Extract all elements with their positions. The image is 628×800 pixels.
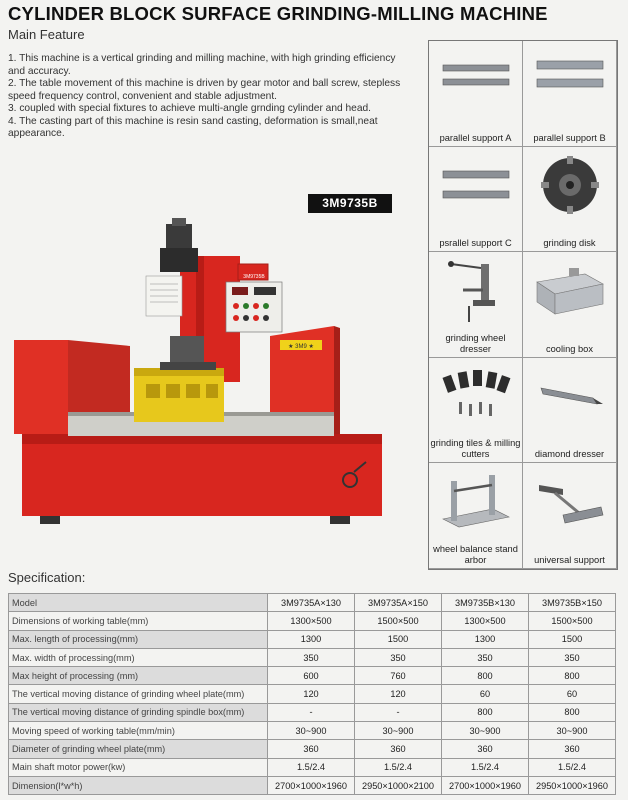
spec-value-cell: 30~900 <box>442 722 529 740</box>
spec-value-cell: 2700×1000×1960 <box>268 776 355 794</box>
tiles-cutters-icon <box>429 358 523 434</box>
accessory-label: grinding wheel dresser <box>445 332 506 354</box>
spec-label-cell: Moving speed of working table(mm/min) <box>9 722 268 740</box>
wheel-dresser-icon <box>429 252 523 328</box>
spec-value-cell: 350 <box>355 648 442 666</box>
spec-value-cell: 350 <box>529 648 616 666</box>
warning-sign-label: ★ 3M9 ★ <box>288 344 314 350</box>
spec-value-cell: 2950×1000×2100 <box>355 776 442 794</box>
spec-value-cell: 1.5/2.4 <box>442 758 529 776</box>
accessory-cell <box>523 147 617 253</box>
panel-sign-label: 3M9735B <box>243 274 265 280</box>
feature-list <box>8 53 413 141</box>
spec-value-cell: 3M9735A×150 <box>355 594 442 612</box>
parallel-bars-icon <box>429 147 523 223</box>
feature-item: 2. The table movement of this machine is driven by gear motor and ball screw, stepless speed frequency control, convenient and stable adjustment. <box>8 78 401 102</box>
spec-value-cell: 1.5/2.4 <box>268 758 355 776</box>
accessory-cell <box>523 41 617 147</box>
feature-item: 4. The casting part of this machine is resin sand casting, deformation is small,neat appearance. <box>8 115 378 139</box>
specification-heading: Specification: <box>8 570 86 585</box>
spec-value-cell: 60 <box>529 685 616 703</box>
feature-item: 1. This machine is a vertical grinding and milling machine, with high grinding efficiency and accuracy. <box>8 53 396 77</box>
spec-row <box>9 722 616 740</box>
accessory-label: universal support <box>534 554 605 565</box>
accessory-label: parallel support B <box>533 132 606 143</box>
spec-label-cell: Main shaft motor power(kw) <box>9 758 268 776</box>
spec-row <box>9 612 616 630</box>
accessory-cell <box>429 358 523 464</box>
spec-label-cell: Model <box>9 594 268 612</box>
machine-illustration <box>10 216 420 526</box>
spec-value-cell: 3M9735B×130 <box>442 594 529 612</box>
accessory-label: psrallel support C <box>439 238 512 249</box>
spec-value-cell: 1500 <box>529 630 616 648</box>
accessory-label: cooling box <box>545 343 594 354</box>
accessory-label: grinding tiles & milling cutters <box>430 438 521 460</box>
spec-value-cell: 1300×500 <box>268 612 355 630</box>
spec-row <box>9 740 616 758</box>
spec-value-cell: 800 <box>442 667 529 685</box>
spec-value-cell: 120 <box>355 685 442 703</box>
parallel-bars-icon <box>523 41 617 117</box>
specification-table <box>8 593 616 795</box>
spec-row <box>9 758 616 776</box>
spec-value-cell: 1.5/2.4 <box>355 758 442 776</box>
spec-value-cell: 1300 <box>442 630 529 648</box>
accessory-label: grinding disk <box>543 238 596 249</box>
spec-value-cell: 2950×1000×1960 <box>529 776 616 794</box>
spec-label-cell: Max height of processing (mm) <box>9 667 268 685</box>
spec-value-cell: 1500×500 <box>529 612 616 630</box>
spec-value-cell: 60 <box>442 685 529 703</box>
spec-value-cell: 350 <box>268 648 355 666</box>
accessory-cell <box>523 463 617 569</box>
spec-row <box>9 594 616 612</box>
spec-label-cell: Max. length of processing(mm) <box>9 630 268 648</box>
universal-support-icon <box>523 463 617 539</box>
spec-value-cell: 3M9735A×130 <box>268 594 355 612</box>
spec-row <box>9 667 616 685</box>
spec-value-cell: 30~900 <box>355 722 442 740</box>
spec-value-cell: 360 <box>442 740 529 758</box>
spec-label-cell: The vertical moving distance of grinding spindle box(mm) <box>9 703 268 721</box>
spec-row <box>9 703 616 721</box>
diamond-dresser-icon <box>523 358 617 434</box>
spec-row <box>9 776 616 794</box>
spec-value-cell: 760 <box>355 667 442 685</box>
parallel-bars-icon <box>429 41 523 117</box>
spec-value-cell: 600 <box>268 667 355 685</box>
cooling-box-icon <box>523 252 617 328</box>
spec-value-cell: 1300 <box>268 630 355 648</box>
spec-label-cell: The vertical moving distance of grinding wheel plate(mm) <box>9 685 268 703</box>
grinding-disk-icon <box>523 147 617 223</box>
spec-value-cell: 800 <box>529 667 616 685</box>
spec-value-cell: 350 <box>442 648 529 666</box>
spec-value-cell: 2700×1000×1960 <box>442 776 529 794</box>
spec-value-cell: 1500×500 <box>355 612 442 630</box>
accessory-cell <box>523 358 617 464</box>
spec-row <box>9 630 616 648</box>
spec-value-cell: 30~900 <box>529 722 616 740</box>
spec-label-cell: Dimension(l*w*h) <box>9 776 268 794</box>
spec-value-cell: 3M9735B×150 <box>529 594 616 612</box>
machine-base <box>22 434 382 516</box>
spec-row <box>9 648 616 666</box>
accessory-cell <box>429 41 523 147</box>
accessory-label: diamond dresser <box>534 449 605 460</box>
spec-value-cell: 1500 <box>355 630 442 648</box>
spec-label-cell: Diameter of grinding wheel plate(mm) <box>9 740 268 758</box>
accessory-cell <box>429 147 523 253</box>
spec-value-cell: 1.5/2.4 <box>529 758 616 776</box>
balance-stand-icon <box>429 463 523 539</box>
spec-value-cell: - <box>355 703 442 721</box>
spec-value-cell: 800 <box>529 703 616 721</box>
spec-label-cell: Max. width of processing(mm) <box>9 648 268 666</box>
feature-item: 3. coupled with special fixtures to achieve multi-angle grnding cylinder and head. <box>8 103 371 114</box>
spec-value-cell: 30~900 <box>268 722 355 740</box>
spec-value-cell: 1300×500 <box>442 612 529 630</box>
spec-value-cell: - <box>268 703 355 721</box>
main-feature-heading: Main Feature <box>8 27 85 42</box>
spec-value-cell: 360 <box>529 740 616 758</box>
accessory-cell <box>429 252 523 358</box>
left-guard <box>14 340 68 434</box>
accessory-grid <box>428 40 618 570</box>
spec-value-cell: 360 <box>268 740 355 758</box>
accessory-cell <box>429 463 523 569</box>
page-title: CYLINDER BLOCK SURFACE GRINDING-MILLING MACHINE <box>8 3 548 24</box>
accessory-cell <box>523 252 617 358</box>
spec-label-cell: Dimensions of working table(mm) <box>9 612 268 630</box>
spec-row <box>9 685 616 703</box>
spec-value-cell: 800 <box>442 703 529 721</box>
accessory-label: wheel balance stand arbor <box>433 543 518 565</box>
spec-value-cell: 120 <box>268 685 355 703</box>
model-badge: 3M9735B <box>308 194 392 213</box>
accessory-label: parallel support A <box>439 132 512 143</box>
spec-value-cell: 360 <box>355 740 442 758</box>
